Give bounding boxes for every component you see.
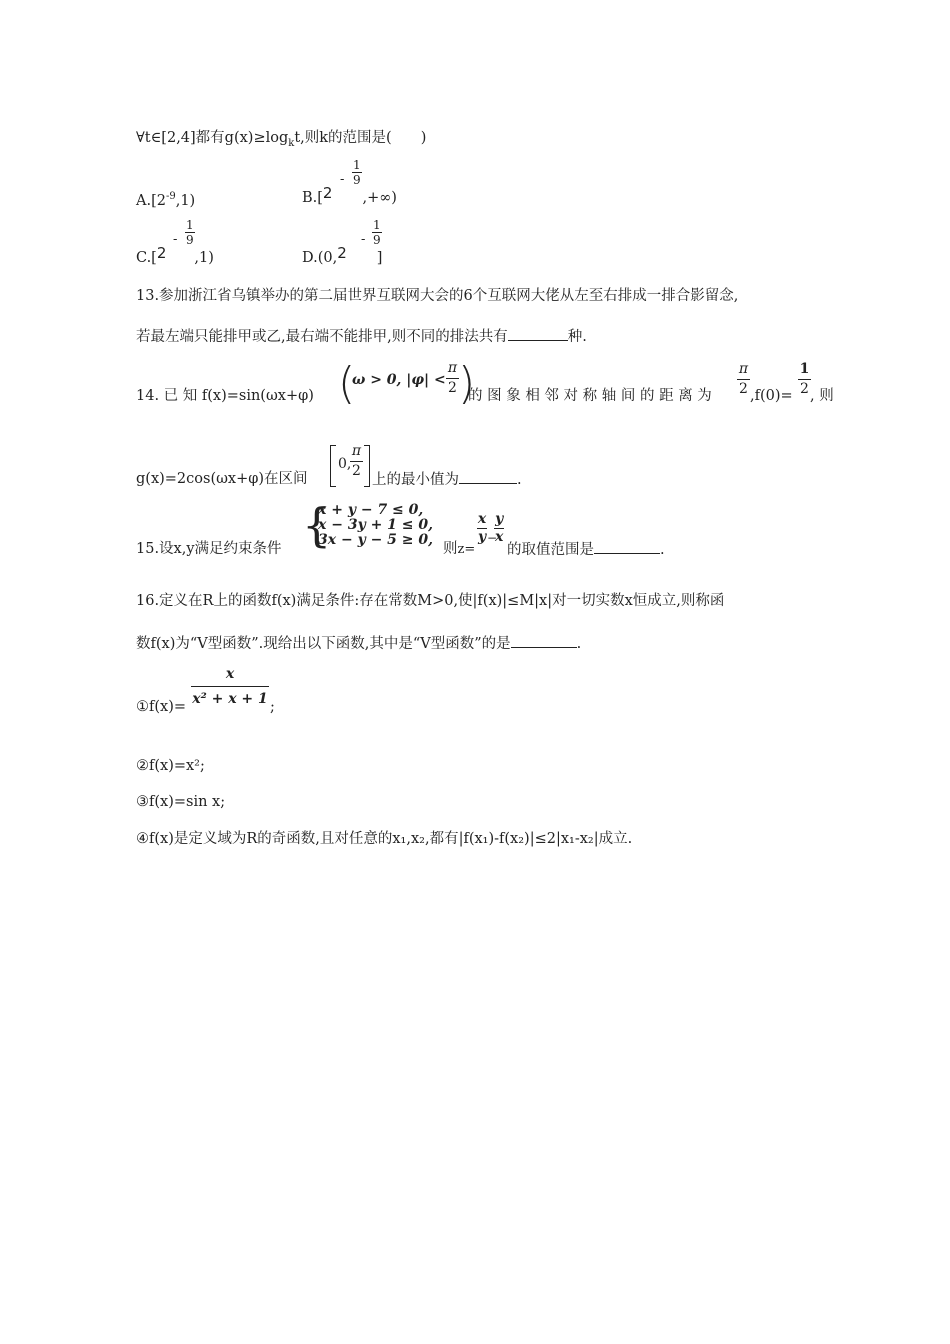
option-d-exp-minus: - xyxy=(361,232,366,247)
q14-left-paren: ( xyxy=(338,358,356,409)
q16-answer-blank[interactable] xyxy=(511,633,577,648)
q14-mid: 的 图 象 相 邻 对 称 轴 间 的 距 离 为 xyxy=(468,388,712,404)
q15-then: 则z= xyxy=(443,541,476,557)
q15-constraint-1: x + y − 7 ≤ 0, xyxy=(318,502,424,518)
q12-stem: ∀t∈[2,4]都有$g(x)\ge\log_kt$,则k的范围是( ) xyxy=(136,130,427,149)
q15-constraint-2: x − 3y + 1 ≤ 0, xyxy=(318,517,434,533)
q16-item-3: ③f(x)=sin x; xyxy=(136,794,226,810)
q16-item-1: ①f(x)= xyxy=(136,699,187,715)
option-b-exp-minus: - xyxy=(340,172,345,187)
q14-right-bracket xyxy=(364,445,370,487)
q14-then: , 则 xyxy=(810,388,834,404)
option-d: D.(0,2 ] xyxy=(302,244,383,266)
option-c-exp-frac: 1 9 xyxy=(186,218,194,247)
q16-line1: 16.定义在R上的函数f(x)满足条件:存在常数M>0,使|f(x)|≤M|x|对一切实数x恒成立,则称函 xyxy=(136,593,725,609)
q14-f0: ,f(0)= xyxy=(750,388,793,404)
q13-line1: 13.参加浙江省乌镇举办的第二届世界互联网大会的6个互联网大佬从左至右排成一排合影留念, xyxy=(136,288,739,304)
q13-line2: 若最左端只能排甲或乙,最右端不能排甲,则不同的排法共有 种. xyxy=(136,326,587,347)
q15-frac-x-over-y: x y xyxy=(477,511,487,545)
q15-pre: 15.设x,y满足约束条件 xyxy=(136,541,282,557)
q16-line2: 数f(x)为“V型函数”.现给出以下函数,其中是“V型函数”的是 . xyxy=(136,633,581,654)
option-c-exp-minus: - xyxy=(173,232,178,247)
q14-g-post: 上的最小值为 . xyxy=(372,469,522,490)
option-b-exp-frac: 1 9 xyxy=(353,158,361,187)
q13-answer-blank[interactable] xyxy=(508,326,568,341)
q14-left-bracket xyxy=(330,445,336,487)
q16-item-4: ④f(x)是定义域为R的奇函数,且对任意的x₁,x₂,都有|f(x₁)-f(x₂)|≤2|x₁-x₂|成立. xyxy=(136,831,633,847)
q14-pre: 14. 已 知 f(x)=sin(ωx+φ) xyxy=(136,388,314,404)
q14-right-paren: ) xyxy=(458,358,476,409)
q14-g-pre: g(x)=2cos(ωx+φ)在区间 xyxy=(136,471,308,487)
q14-cond-frac: π 2 xyxy=(447,360,458,396)
option-c: C.[2 ,1) xyxy=(136,244,214,266)
q15-constraint-3: 3x − y − 5 ≥ 0, xyxy=(318,532,434,548)
q15-post: 的取值范围是 . xyxy=(507,539,665,560)
q15-brace: { xyxy=(302,498,332,552)
q15-answer-blank[interactable] xyxy=(594,539,660,554)
q14-distance-frac: π 2 xyxy=(738,361,749,397)
q14-answer-blank[interactable] xyxy=(459,469,517,484)
q15-frac-y-over-x: y x xyxy=(495,511,504,545)
option-a: $A.[2^{-9},1)$ xyxy=(136,191,196,209)
option-b: B.[2 ,+∞) xyxy=(302,184,397,206)
q15-constraints xyxy=(318,503,433,548)
q14-interval-frac: π 2 xyxy=(351,443,362,479)
q16-item-2: ②f(x)=x²; xyxy=(136,758,205,774)
q14-interval-zero: 0, xyxy=(338,456,352,472)
q15-minus: − xyxy=(487,531,498,545)
q14-condition: ω > 0, |φ| < xyxy=(352,372,446,388)
option-d-exp-frac: 1 9 xyxy=(373,218,381,247)
q14-f0-frac: 1 2 xyxy=(799,361,810,397)
q16-item-1-frac: x x² + x + 1 xyxy=(192,666,268,707)
q16-item-1-semicolon: ; xyxy=(270,699,275,715)
